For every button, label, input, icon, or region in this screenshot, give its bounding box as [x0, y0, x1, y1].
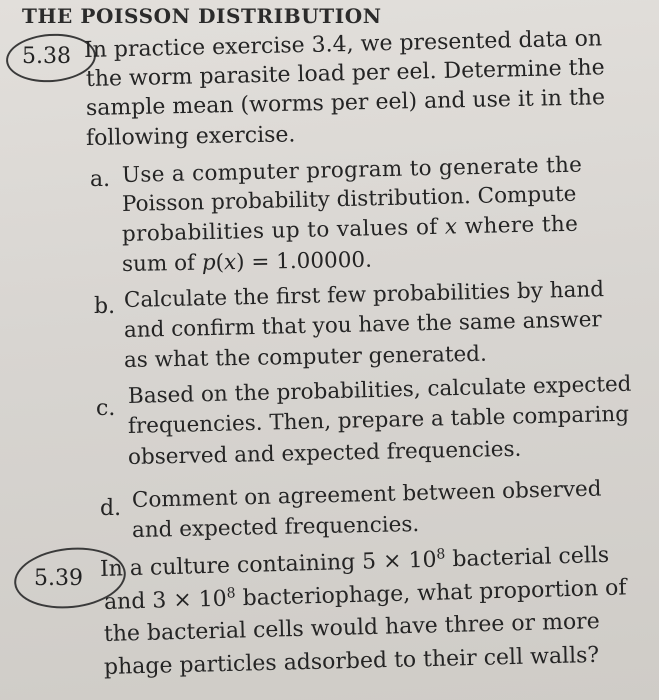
ex539-line: the bacterial cells would have three or more: [103, 609, 601, 647]
part-b-line: Calculate the first few probabilities by hand: [123, 277, 605, 313]
ex538-line: following exercise.: [85, 122, 296, 151]
ex539-text: In a culture containing 5 × 10: [99, 547, 437, 582]
exercise-number-5-38: 5.38: [22, 44, 71, 69]
part-a-line: Poisson probability distribution. Compute: [121, 181, 577, 217]
ex539-line: [104, 574, 627, 615]
part-c-line: frequencies. Then, prepare a table comparing: [127, 401, 630, 439]
page-header: THE POISSON DISTRIBUTION: [22, 4, 382, 28]
part-d-line: and expected frequencies.: [131, 511, 420, 543]
part-a-line: Use a computer program to generate the: [121, 152, 583, 188]
ex538-line: the worm parasite load per eel. Determine the: [85, 55, 605, 92]
part-letter-b: b.: [94, 294, 116, 319]
exponent: 8: [436, 546, 446, 563]
part-c-line: Based on the probabilities, calculate expected: [127, 371, 632, 409]
ex539-text: and 3 × 10: [103, 586, 228, 615]
part-a-line: probabilities up to values of x where the: [121, 211, 579, 247]
part-letter-d: d.: [100, 496, 122, 521]
ex539-line: [100, 542, 610, 582]
exponent: 8: [226, 585, 236, 602]
part-b-line: and confirm that you have the same answer: [123, 307, 602, 343]
part-b-line: as what the computer generated.: [123, 341, 488, 373]
ex539-line: phage particles adsorbed to their cell walls?: [103, 642, 600, 680]
ex538-line: In practice exercise 3.4, we presented data on: [83, 26, 603, 63]
ex539-text: bacterial cells: [452, 542, 610, 573]
part-d-line: Comment on agreement between observed: [131, 476, 602, 513]
exercise-number-5-39: 5.39: [34, 566, 83, 591]
part-letter-a: a.: [90, 167, 111, 192]
ex539-text: bacteriophage, what proportion of: [242, 575, 627, 612]
ex538-line: sample mean (worms per eel) and use it in the: [85, 85, 606, 121]
part-c-line: observed and expected frequencies.: [127, 436, 522, 470]
part-a-line: sum of p(x) = 1.00000.: [121, 247, 373, 277]
part-letter-c: c.: [96, 396, 116, 421]
